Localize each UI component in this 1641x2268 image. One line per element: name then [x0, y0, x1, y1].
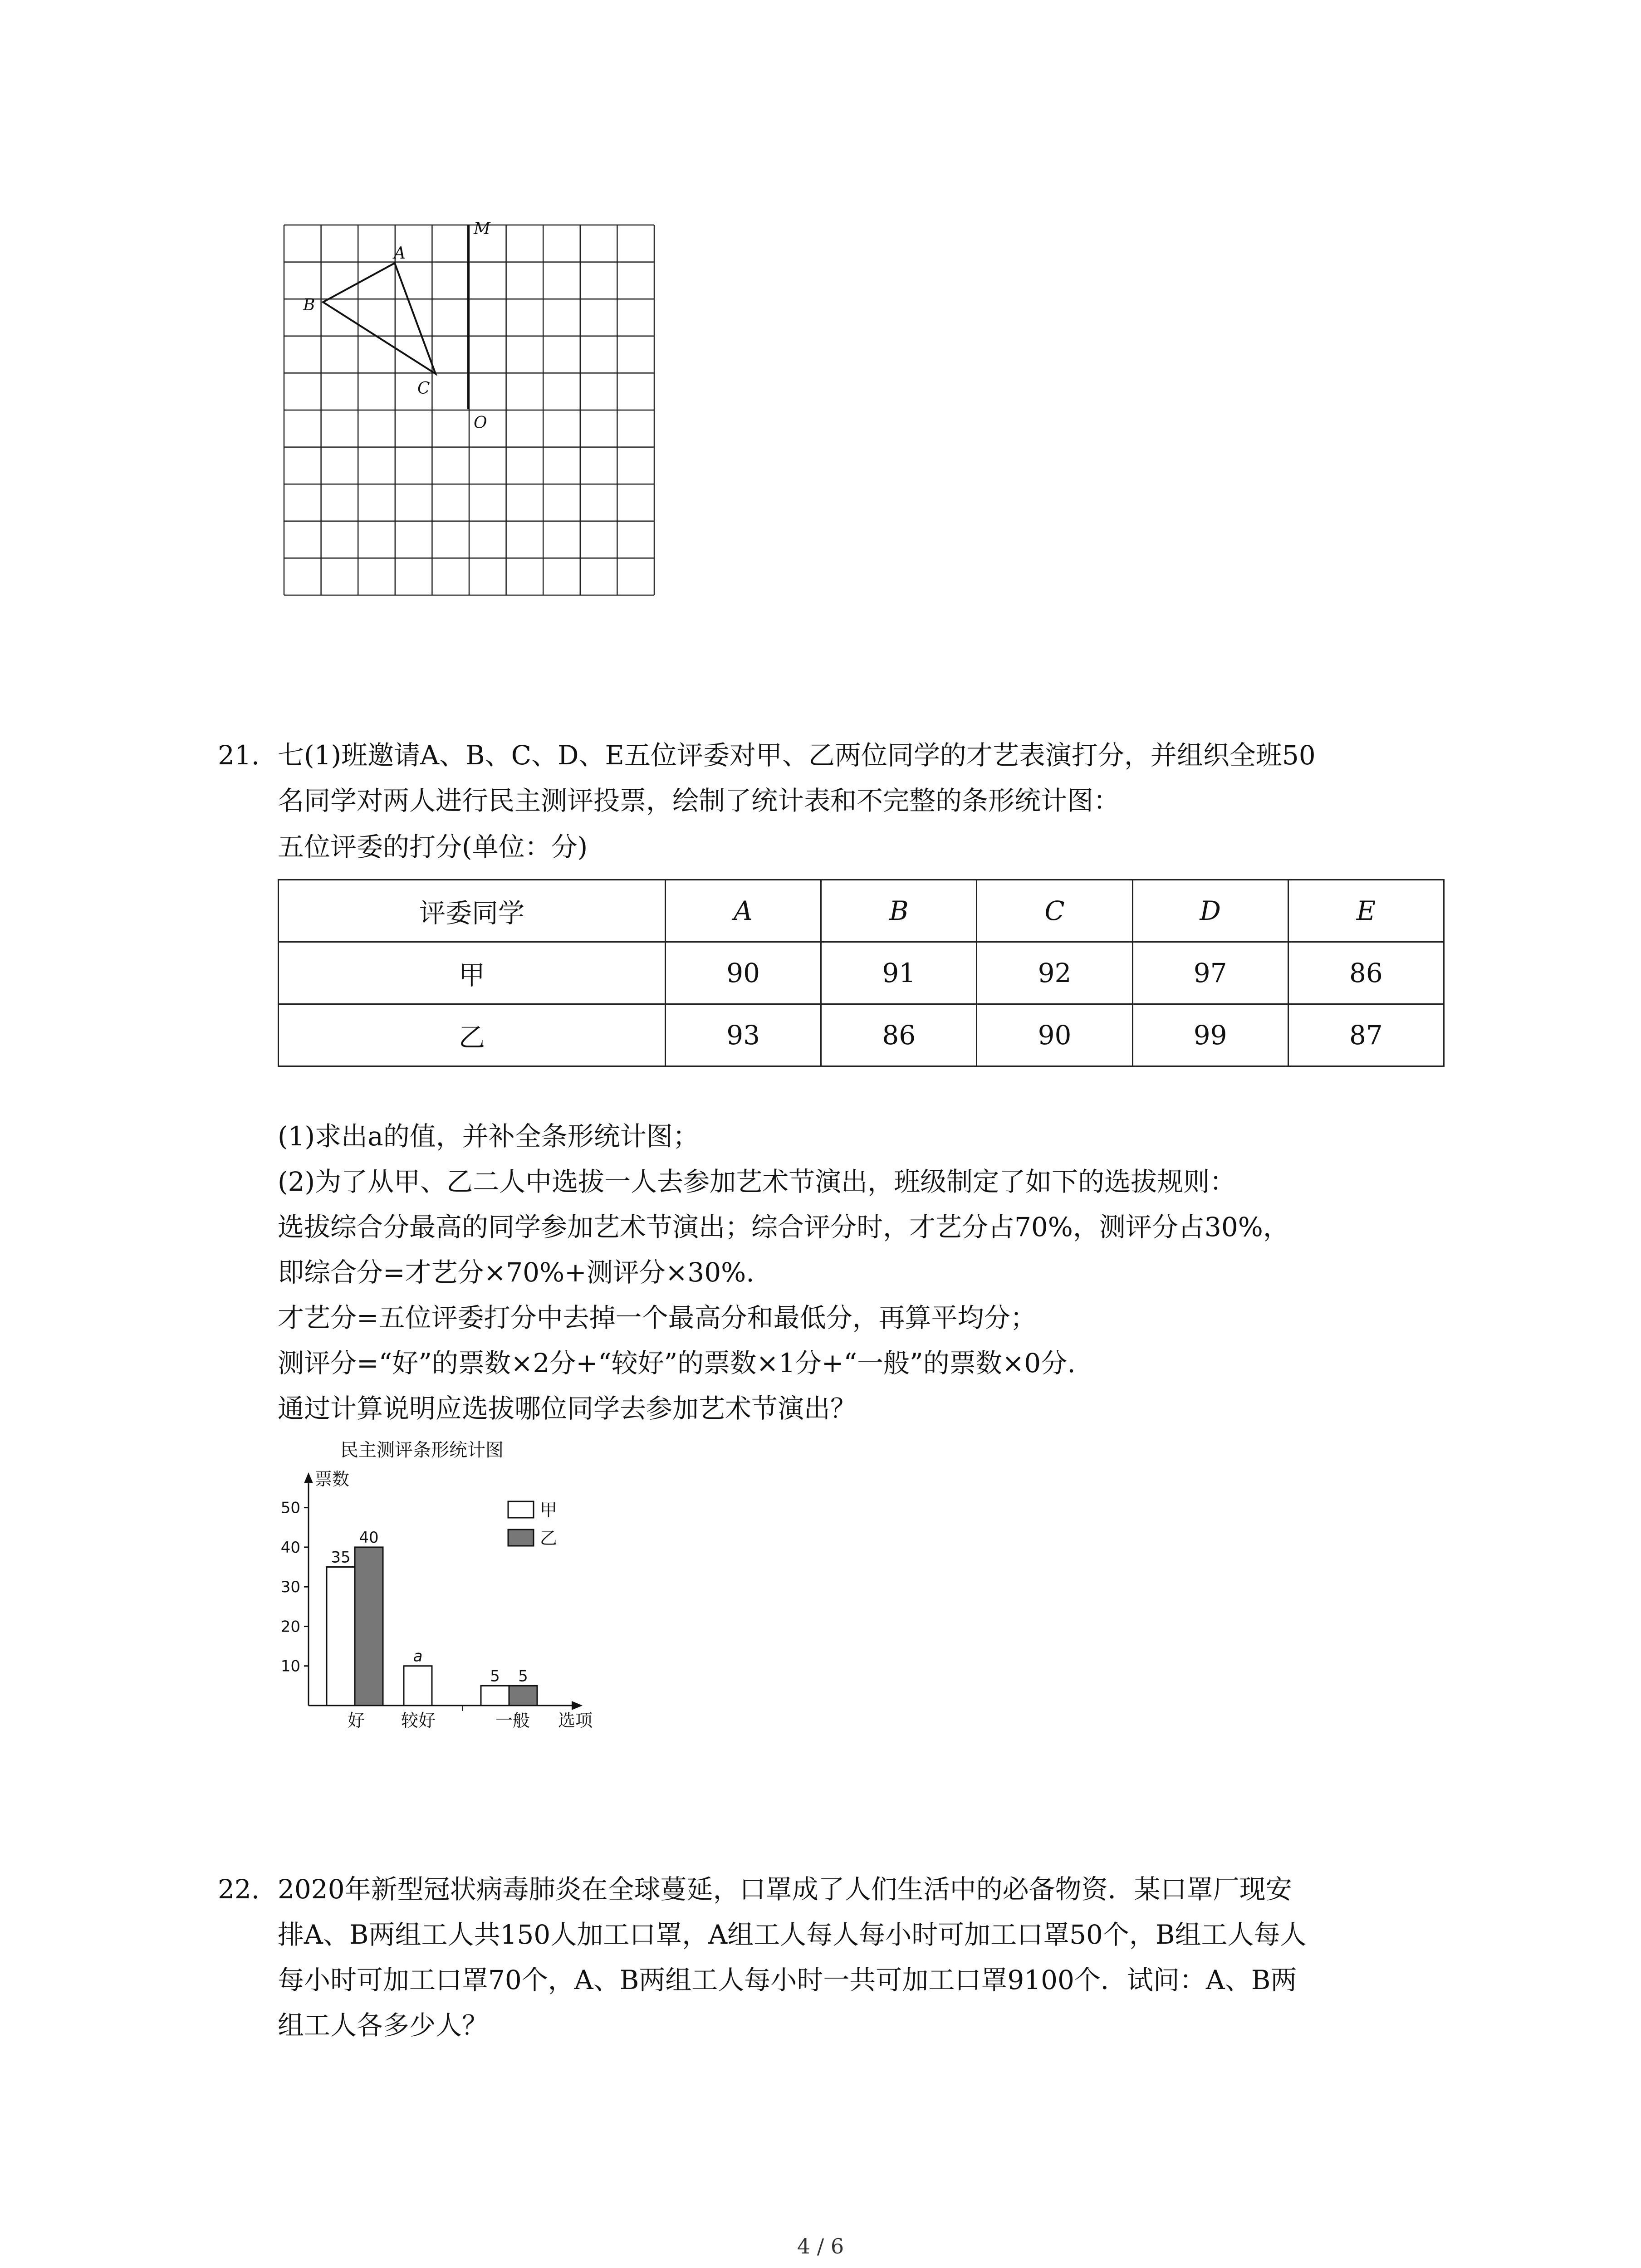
- y-tick-label: 10: [280, 1657, 300, 1676]
- chart-bars: [327, 1547, 537, 1706]
- q21-part2-line6: 通过计算说明应选拔哪位同学去参加艺术节演出？: [278, 1393, 857, 1424]
- bar-value-label: 35: [331, 1548, 351, 1567]
- bar-value-label: 40: [359, 1528, 379, 1547]
- y-tick-label: 50: [280, 1499, 300, 1517]
- q21-part2-line1: (2)为了从甲、乙二人中选拔一人去参加艺术节演出，班级制定了如下的选拔规则：: [278, 1166, 1236, 1197]
- table-header-cell: A: [666, 880, 821, 942]
- bar-甲-一般: [481, 1686, 509, 1706]
- grid-figure: [272, 213, 681, 612]
- bar-chart: [272, 1438, 617, 1737]
- bar-甲-较好: [404, 1666, 432, 1706]
- label-o: O: [474, 414, 487, 432]
- bar-value-label: 5: [518, 1667, 528, 1686]
- table-header-cell: 评委同学: [279, 880, 666, 942]
- bar-value-label: 5: [490, 1667, 500, 1686]
- y-tick-label: 20: [280, 1618, 300, 1636]
- legend-label: 乙: [540, 1528, 558, 1548]
- y-tick-label: 40: [280, 1538, 300, 1557]
- legend-label: 甲: [540, 1500, 558, 1520]
- y-axis-arrow: [304, 1472, 313, 1483]
- chart-title: 民主测评条形统计图: [340, 1440, 504, 1461]
- table-cell: 90: [666, 942, 821, 1004]
- label-m: M: [474, 220, 490, 238]
- q22-line3: 每小时可加工口罩70个，A、B两组工人每小时一共可加工口罩9100个．试问：A、B两: [278, 1965, 1297, 1995]
- chart-legend: [508, 1500, 557, 1548]
- q21-line1: 七(1)班邀请A、B、C、D、E五位评委对甲、乙两位同学的才艺表演打分，并组织全班50: [278, 740, 1316, 771]
- bar-甲-好: [327, 1567, 355, 1706]
- table-cell: 86: [821, 1004, 977, 1066]
- table-header-cell: B: [821, 880, 977, 942]
- legend-swatch-甲: [508, 1501, 534, 1518]
- table-cell: 乙: [279, 1004, 666, 1066]
- category-label: 较好: [401, 1711, 436, 1730]
- table-cell: 90: [977, 1004, 1132, 1066]
- table-row: [279, 942, 1444, 1004]
- bar-value-label: a: [413, 1647, 423, 1666]
- q22-line4: 组工人各多少人？: [278, 2010, 489, 2041]
- category-label: 好: [347, 1711, 365, 1730]
- table-header-cell: D: [1132, 880, 1288, 942]
- table-row: [279, 1004, 1444, 1066]
- bar-乙-一般: [509, 1686, 537, 1706]
- table-header-row: [279, 880, 1444, 942]
- q21-number: 21.: [218, 740, 260, 771]
- q22-line1: 2020年新型冠状病毒肺炎在全球蔓延，口罩成了人们生活中的必备物资．某口罩厂现安: [278, 1874, 1292, 1905]
- page-number: 4 / 6: [797, 2234, 844, 2258]
- category-label: 一般: [495, 1711, 530, 1730]
- q21-part2-line4: 才艺分=五位评委打分中去掉一个最高分和最低分，再算平均分；: [278, 1302, 1037, 1333]
- label-c: C: [417, 379, 430, 398]
- table-header-cell: E: [1288, 880, 1444, 942]
- score-table: [278, 879, 1445, 1067]
- q21-part2-line5: 测评分=“好”的票数×2分+“较好”的票数×1分+“一般”的票数×0分.: [278, 1348, 1076, 1378]
- q21-table-caption: 五位评委的打分(单位：分): [278, 831, 588, 862]
- x-axis-label: 选项: [558, 1711, 593, 1730]
- y-tick-label: 30: [280, 1578, 300, 1597]
- q21-line2: 名同学对两人进行民主测评投票，绘制了统计表和不完整的条形统计图：: [278, 785, 1120, 816]
- q21-part2-line3: 即综合分=才艺分×70%+测评分×30%.: [278, 1257, 754, 1288]
- label-b: B: [303, 296, 315, 314]
- x-axis-arrow: [572, 1701, 583, 1710]
- q21-part1: (1)求出a的值，并补全条形统计图；: [278, 1121, 699, 1152]
- table-cell: 92: [977, 942, 1132, 1004]
- y-axis-label: 票数: [315, 1469, 350, 1489]
- table-cell: 87: [1288, 1004, 1444, 1066]
- q22-number: 22.: [218, 1874, 260, 1905]
- q21-part2-line2: 选拔综合分最高的同学参加艺术节演出；综合评分时，才艺分占70%，测评分占30%，: [278, 1212, 1289, 1242]
- triangle-abc: [323, 263, 436, 374]
- legend-swatch-乙: [508, 1530, 534, 1546]
- table-header-cell: C: [977, 880, 1132, 942]
- table-cell: 86: [1288, 942, 1444, 1004]
- table-cell: 97: [1132, 942, 1288, 1004]
- table-cell: 甲: [279, 942, 666, 1004]
- table-cell: 93: [666, 1004, 821, 1066]
- q22-line2: 排A、B两组工人共150人加工口罩，A组工人每人每小时可加工口罩50个，B组工人每人: [278, 1919, 1307, 1950]
- table-cell: 91: [821, 942, 977, 1004]
- table-cell: 99: [1132, 1004, 1288, 1066]
- label-a: A: [394, 244, 406, 263]
- bar-乙-好: [355, 1547, 383, 1706]
